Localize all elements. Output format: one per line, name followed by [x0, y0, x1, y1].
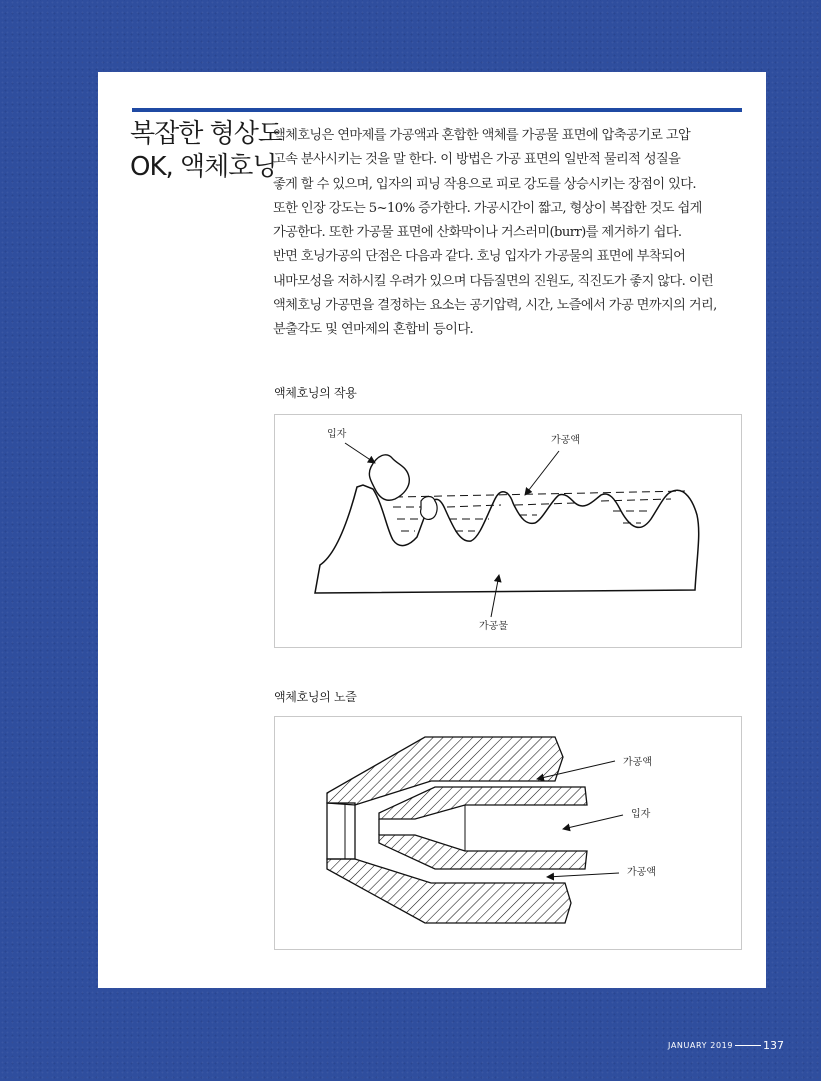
- page-footer: [668, 1039, 788, 1052]
- figure1-title: 액체호닝의 작용: [274, 386, 357, 400]
- body-line: 반면 호닝가공의 단점은 다음과 같다. 호닝 입자가 가공물의 표면에 부착되어: [273, 249, 686, 265]
- workpiece-shape: [315, 485, 699, 593]
- label-particle: 입자: [327, 429, 347, 440]
- label-fluid: 가공액: [551, 435, 580, 446]
- honing-action-diagram: [275, 415, 741, 647]
- label-fluid-bottom: 가공액: [627, 867, 656, 878]
- header-rule: [132, 108, 742, 112]
- body-line: 고속 분사시키는 것을 말 한다. 이 방법은 가공 표면의 일반적 물리적 성질을: [273, 152, 681, 168]
- label-particle-nozzle: 입자: [631, 809, 651, 820]
- headline-line-2: OK, 액체호닝: [130, 152, 277, 182]
- inner-tube-top: [379, 787, 587, 819]
- footer-month: JANUARY 2019: [668, 1041, 734, 1050]
- body-line: 또한 인장 강도는 5~10% 증가한다. 가공시간이 짧고, 형상이 복잡한 것도 쉽게: [273, 200, 702, 216]
- inner-tube-bottom: [379, 835, 587, 869]
- body-line: 액체호닝은 연마제를 가공액과 혼합한 액체를 가공물 표면에 압축공기로 고압: [273, 128, 691, 143]
- article-body: [273, 124, 749, 343]
- body-line: 내마모성을 저하시킬 우려가 있으며 다듬질면의 진원도, 직진도가 좋지 않다. 이런: [273, 273, 714, 289]
- honing-nozzle-diagram: [275, 717, 741, 949]
- footer-divider: [735, 1045, 761, 1046]
- headline-line-1: 복잡한 형상도: [130, 119, 282, 149]
- label-workpiece: 가공물: [479, 621, 508, 632]
- particle-small: [421, 497, 437, 520]
- page-number: 137: [763, 1039, 785, 1052]
- label-fluid-top: 가공액: [623, 757, 652, 768]
- figure2-box: [274, 716, 742, 950]
- body-line: 좋게 할 수 있으며, 입자의 피닝 작용으로 피로 강도를 상승시키는 장점이 있다.: [273, 176, 697, 192]
- body-line: 가공한다. 또한 가공물 표면에 산화막이나 거스러미(burr)를 제거하기 쉽다.: [273, 225, 682, 241]
- body-line: 액체호닝 가공면을 결정하는 요소는 공기압력, 시간, 노즐에서 가공 면까지의 거리,: [273, 298, 717, 314]
- figure2-title: 액체호닝의 노즐: [274, 690, 357, 704]
- figure1-box: [274, 414, 742, 648]
- article-headline: [130, 118, 280, 184]
- body-line: 분출각도 및 연마제의 혼합비 등이다.: [273, 322, 474, 338]
- article-page: [98, 72, 766, 988]
